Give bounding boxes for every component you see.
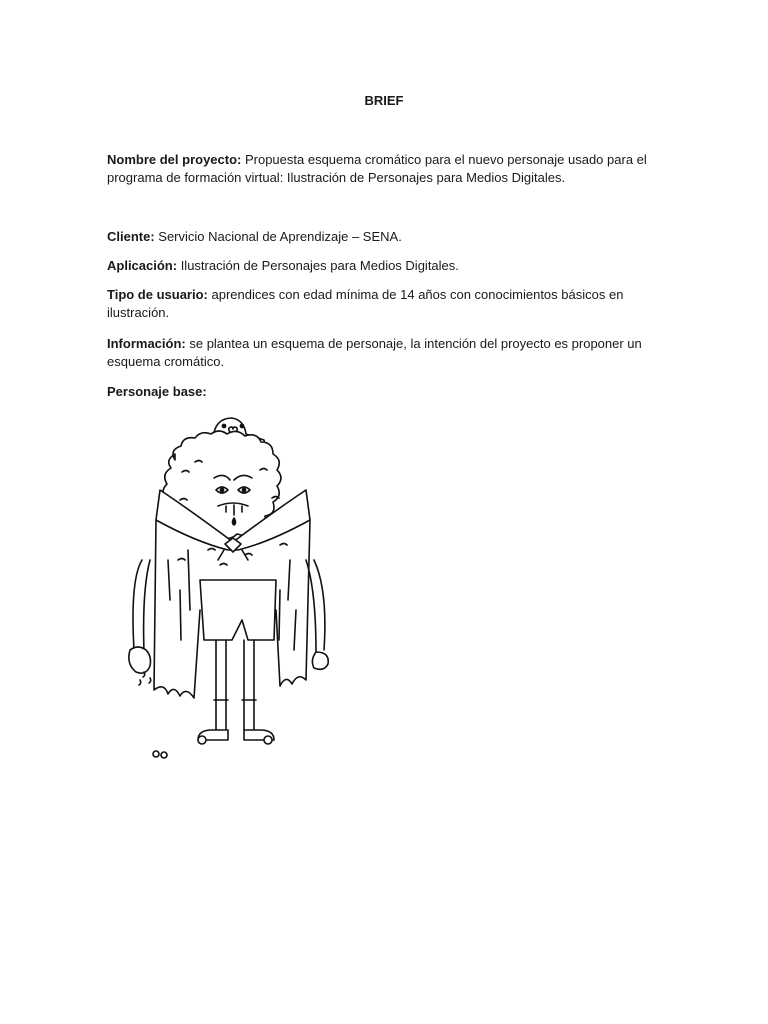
project-name-label: Nombre del proyecto: (107, 152, 242, 167)
application-paragraph (107, 257, 647, 275)
base-character-paragraph (107, 383, 647, 401)
information-value: se plantea un esquema de personaje, la intención del proyecto es proponer un esquema cromático. (107, 336, 642, 369)
base-character-label: Personaje base: (107, 384, 207, 399)
project-name-value: Propuesta esquema cromático para el nuevo personaje usado para el programa de formación virtual: Ilustración de Personajes para Medios Digitales. (107, 152, 647, 185)
project-name-paragraph (107, 151, 647, 187)
information-label: Información: (107, 336, 186, 351)
user-type-paragraph (107, 286, 647, 322)
character-sketch-image (120, 410, 350, 770)
client-label: Cliente: (107, 229, 155, 244)
application-value: Ilustración de Personajes para Medios Digitales. (177, 258, 459, 273)
client-value: Servicio Nacional de Aprendizaje – SENA. (154, 229, 402, 244)
information-paragraph (107, 335, 647, 371)
character-illustration (120, 410, 350, 770)
user-type-value: aprendices con edad mínima de 14 años con conocimientos básicos en ilustración. (107, 287, 624, 320)
client-paragraph (107, 228, 647, 246)
application-label: Aplicación: (107, 258, 178, 273)
user-type-label: Tipo de usuario: (107, 287, 208, 302)
document-title: BRIEF (364, 93, 404, 108)
